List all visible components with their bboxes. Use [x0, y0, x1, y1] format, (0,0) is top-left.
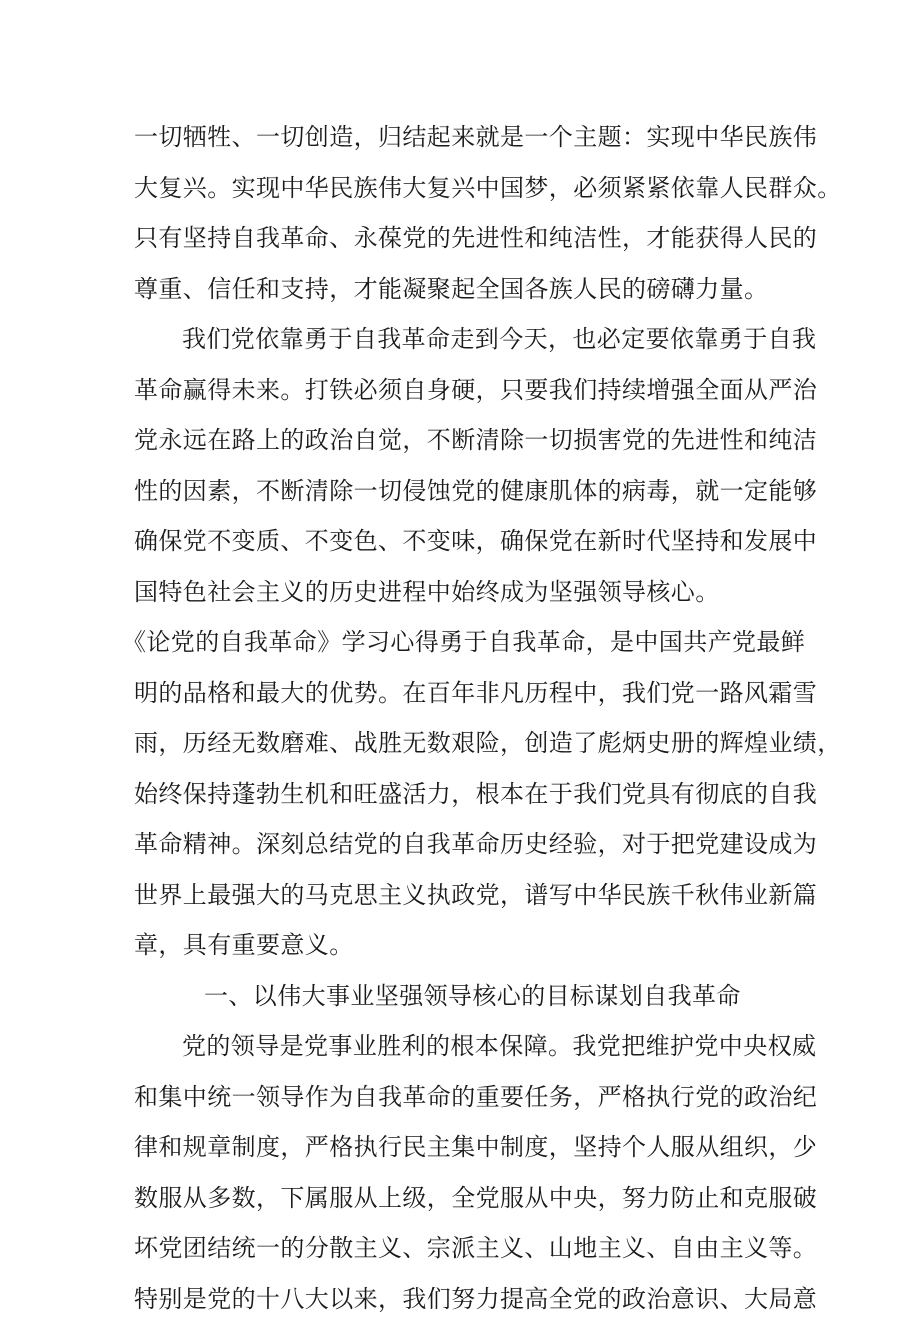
text-line: 只有坚持自我革命、永葆党的先进性和纯洁性，才能获得人民的: [134, 213, 804, 264]
text-line: 革命精神。深刻总结党的自我革命历史经验，对于把党建设成为: [134, 819, 804, 870]
text-line: 党永远在路上的政治自觉，不断清除一切损害党的先进性和纯洁: [134, 415, 804, 466]
text-line: 和集中统一领导作为自我革命的重要任务，严格执行党的政治纪: [134, 1072, 804, 1123]
document-body: [134, 112, 804, 1324]
paragraph-start-line: 《论党的自我革命》学习心得勇于自我革命，是中国共产党最鲜: [122, 617, 804, 668]
text-line: 始终保持蓬勃生机和旺盛活力，根本在于我们党具有彻底的自我: [134, 769, 804, 820]
text-line: 一切牺牲、一切创造，归结起来就是一个主题：实现中华民族伟: [134, 112, 804, 163]
paragraph-start-line: 我们党依靠勇于自我革命走到今天，也必定要依靠勇于自我: [134, 314, 804, 365]
text-line: 章，具有重要意义。: [134, 920, 804, 971]
text-line: 确保党不变质、不变色、不变味，确保党在新时代坚持和发展中: [134, 516, 804, 567]
text-line: 革命赢得未来。打铁必须自身硬，只要我们持续增强全面从严治: [134, 365, 804, 416]
text-line: 明的品格和最大的优势。在百年非凡历程中，我们党一路风霜雪: [134, 668, 804, 719]
text-line: 特别是党的十八大以来，我们努力提高全党的政治意识、大局意: [134, 1274, 804, 1324]
section-heading: 一、以伟大事业坚强领导核心的目标谋划自我革命: [134, 971, 804, 1022]
text-line: 国特色社会主义的历史进程中始终成为坚强领导核心。: [134, 567, 804, 618]
text-line: 大复兴。实现中华民族伟大复兴中国梦，必须紧紧依靠人民群众。: [134, 163, 804, 214]
text-line: 律和规章制度，严格执行民主集中制度，坚持个人服从组织，少: [134, 1122, 804, 1173]
text-line: 世界上最强大的马克思主义执政党，谱写中华民族千秋伟业新篇: [134, 870, 804, 921]
text-line: 雨，历经无数磨难、战胜无数艰险，创造了彪炳史册的辉煌业绩，: [134, 718, 804, 769]
text-line: 尊重、信任和支持，才能凝聚起全国各族人民的磅礴力量。: [134, 264, 804, 315]
text-line: 坏党团结统一的分散主义、宗派主义、山地主义、自由主义等。: [134, 1223, 804, 1274]
text-line: 性的因素，不断清除一切侵蚀党的健康肌体的病毒，就一定能够: [134, 466, 804, 517]
paragraph-start-line: 党的领导是党事业胜利的根本保障。我党把维护党中央权威: [134, 1021, 804, 1072]
text-line: 数服从多数，下属服从上级，全党服从中央，努力防止和克服破: [134, 1173, 804, 1224]
